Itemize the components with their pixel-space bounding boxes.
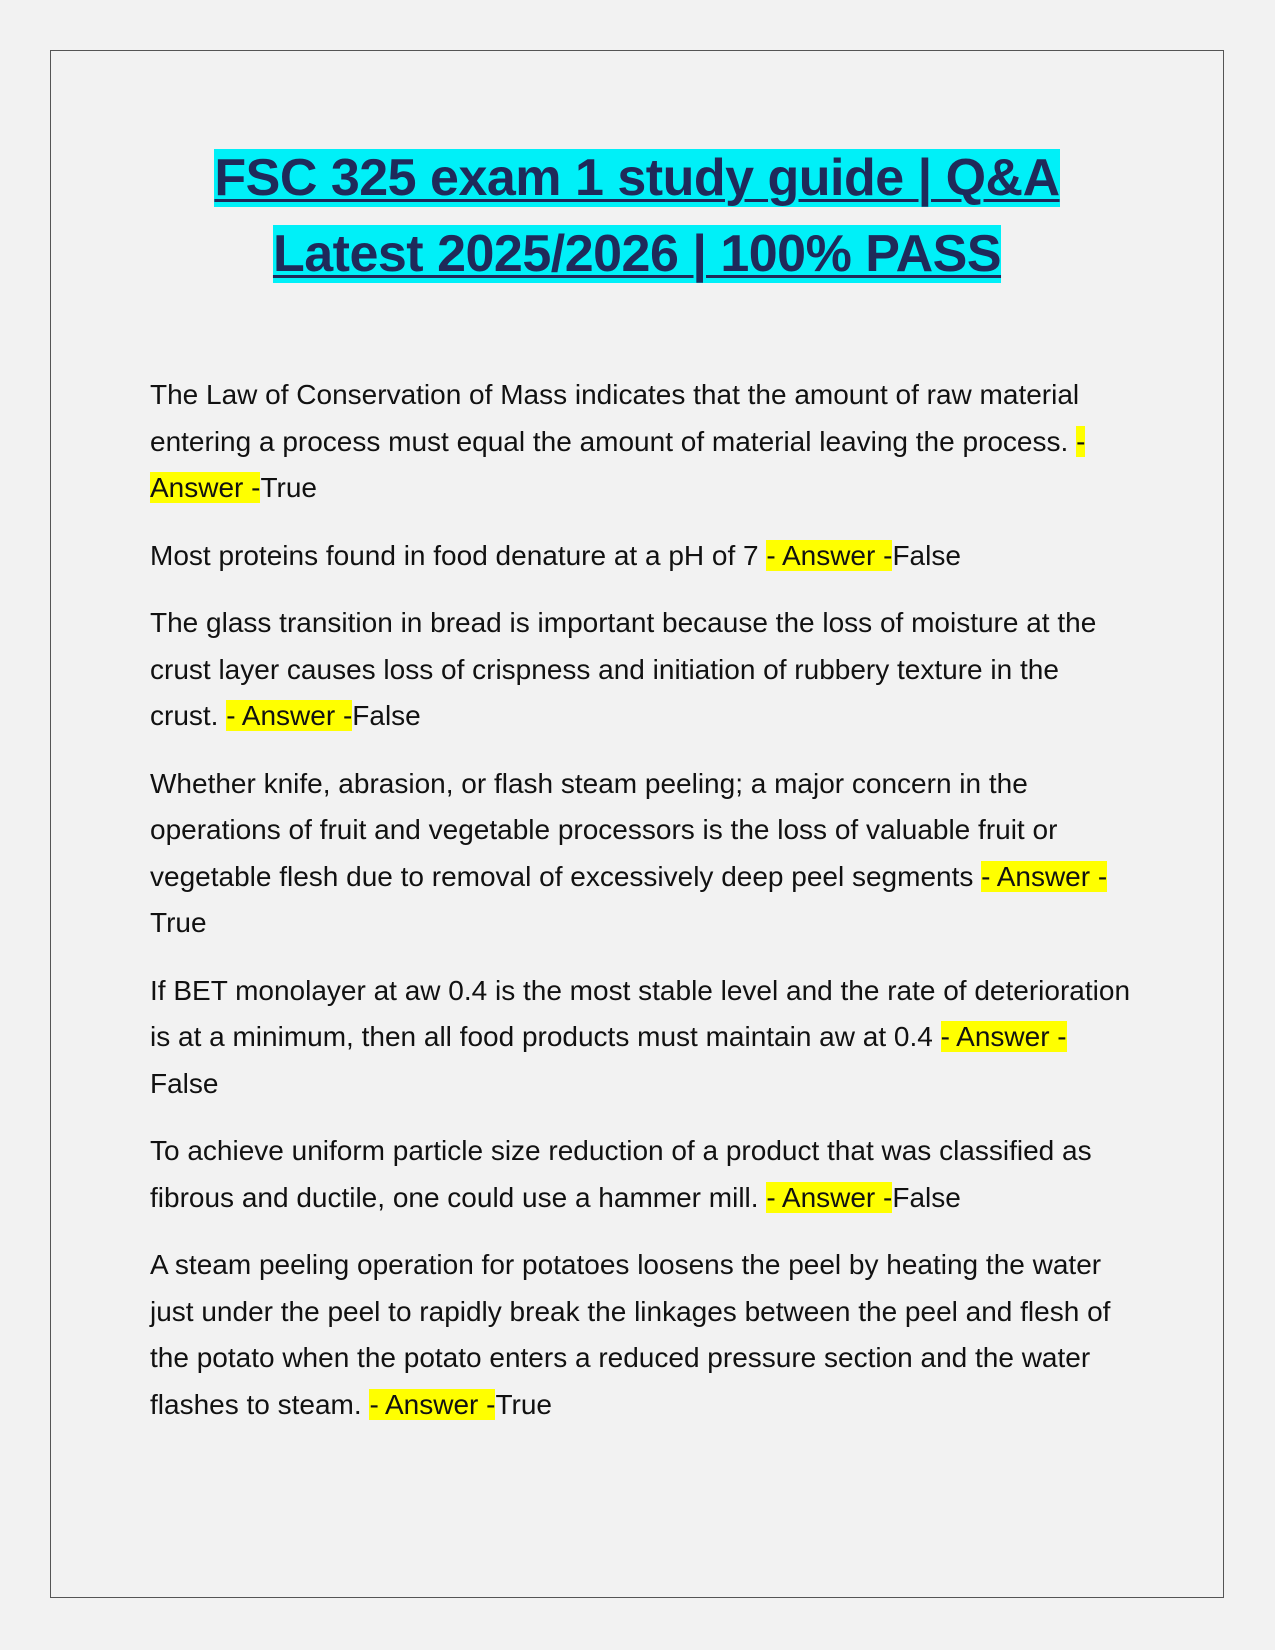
question-text: A steam peeling operation for potatoes loosens the peel by heating the water just under the peel to rapidly break the linkages between the peel and flesh of the potato when the potato enters a reduced pressure section and the water flashes to steam.: [150, 1249, 1111, 1420]
answer-marker: - Answer -: [369, 1388, 496, 1420]
qa-item: [150, 1128, 1130, 1221]
question-text: If BET monolayer at aw 0.4 is the most stable level and the rate of deterioration is at a minimum, then all food products must maintain aw at 0.4: [150, 974, 1131, 1052]
qa-item: [150, 761, 1130, 947]
qa-item: [150, 533, 1130, 580]
answer-text: True: [495, 1388, 553, 1420]
title-line-2: Latest 2025/2026 | 100% PASS: [272, 225, 1002, 283]
qa-item: [150, 372, 1130, 512]
question-text: The Law of Conservation of Mass indicates that the amount of raw material entering a process must equal the amount of material leaving the process.: [150, 379, 1080, 457]
answer-marker: - Answer -: [940, 1021, 1067, 1052]
question-text: To achieve uniform particle size reduction of a product that was classified as fibrous and ductile, one could use a hammer mill.: [150, 1135, 1092, 1213]
answer-text: True: [260, 472, 318, 503]
answer-marker: - Answer -: [766, 539, 893, 571]
qa-item: [150, 1242, 1130, 1428]
answer-text: False: [892, 539, 961, 571]
question-text: Most proteins found in food denature at a pH of 7: [150, 539, 767, 571]
answer-text: True: [150, 907, 207, 938]
qa-item: [150, 600, 1130, 740]
answer-marker: - Answer -: [766, 1181, 893, 1213]
answer-text: False: [150, 1067, 219, 1099]
answer-marker: - Answer -: [981, 860, 1108, 892]
question-text: Whether knife, abrasion, or flash steam peeling; a major concern in the operations of fruit and vegetable processors is the loss of valuable fruit or vegetable flesh due to removal of excessively deep peel segments: [150, 767, 1058, 892]
answer-marker: - Answer -: [150, 425, 1086, 503]
title-line-1: FSC 325 exam 1 study guide | Q&A: [214, 149, 1060, 207]
answer-marker: - Answer -: [226, 700, 353, 731]
qa-item: [150, 968, 1130, 1108]
qa-list: [150, 372, 1130, 1449]
answer-text: False: [352, 700, 421, 731]
answer-text: False: [892, 1181, 961, 1213]
question-text: The glass transition in bread is important because the loss of moisture at the crust layer causes loss of crispness and initiation of rubbery texture in the crust.: [150, 607, 1097, 731]
document-title: [50, 140, 1224, 292]
